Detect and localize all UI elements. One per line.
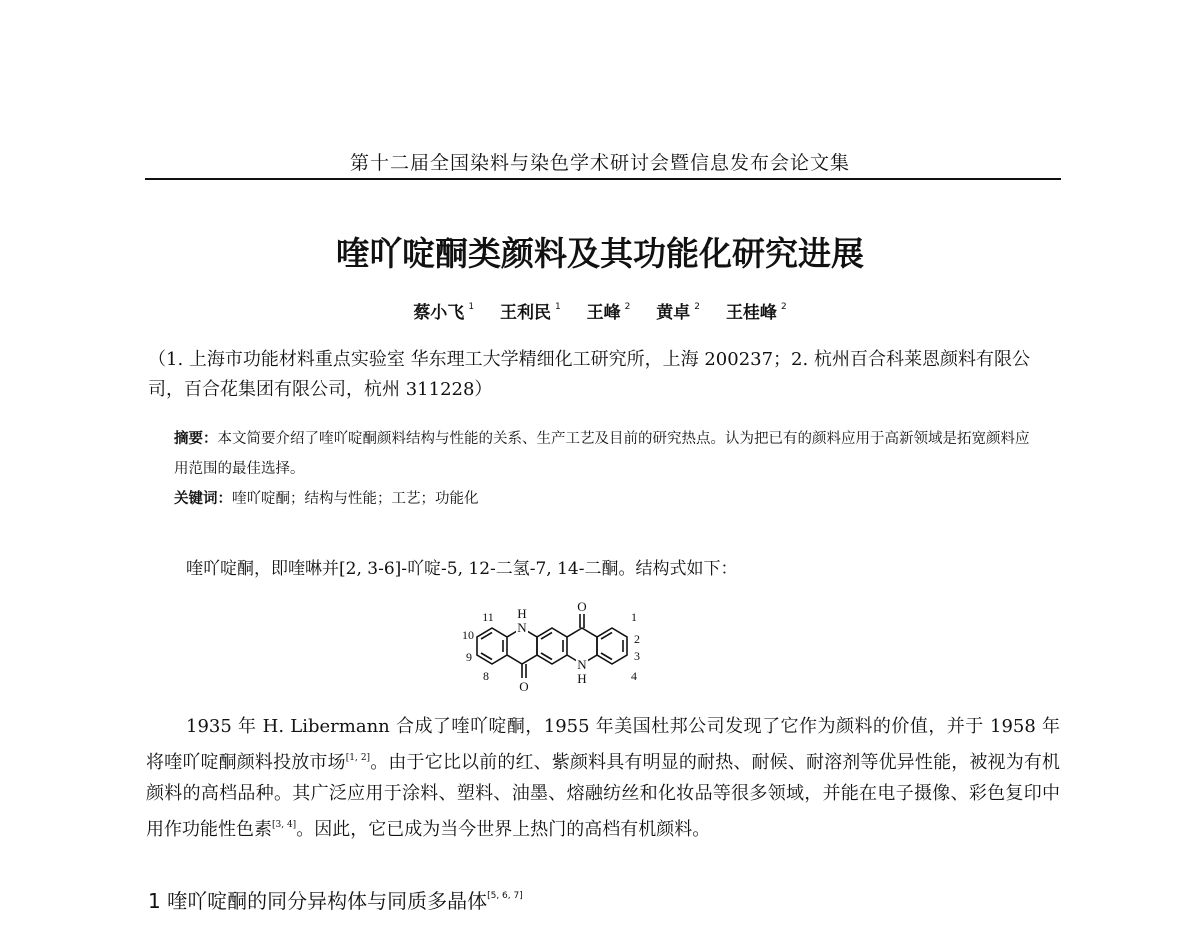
author-list: [0, 298, 1200, 323]
running-header: 第十二届全国染料与染色学术研讨会暨信息发布会论文集: [349, 152, 850, 174]
header-rule: [145, 178, 1061, 180]
citation: [3, 4]: [272, 819, 297, 830]
atom-h-top: H: [517, 606, 527, 621]
position-label: 4: [631, 669, 637, 683]
atom-o-bottom: O: [519, 679, 529, 694]
abstract-text: 本文简要介绍了喹吖啶酮颜料结构与性能的关系、生产工艺及目前的研究热点。认为把已有的颜料应用于高新领域是拓宽颜料应用范围的最佳选择。: [174, 431, 1030, 477]
position-label: 2: [634, 632, 640, 646]
keywords-label: 关键词：: [174, 491, 232, 507]
paper-title: 喹吖啶酮类颜料及其功能化研究进展: [336, 234, 864, 273]
abstract-label: 摘要：: [174, 431, 218, 447]
position-label: 1: [631, 610, 637, 624]
abstract: [174, 424, 1034, 514]
section-heading: 1 喹吖啶酮的同分异构体与同质多晶体[5, 6, 7]: [148, 889, 523, 913]
intro-sentence: 喹吖啶酮，即喹啉并[2, 3-6]-吖啶-5, 12-二氢-7, 14-二酮。结构式如下：: [186, 559, 738, 579]
keywords-paragraph: [174, 484, 1034, 514]
atom-n-top: N: [517, 620, 527, 635]
quinacridone-structure: [458, 598, 688, 694]
position-label: 9: [466, 650, 472, 664]
body-paragraph: 1935 年 H. Libermann 合成了喹吖啶酮，1955 年美国杜邦公司发现了它作为颜料的价值，并于 1958 年将喹吖啶酮颜料投放市场[1, 2]。由于它比以前的红、紫颜料具有明显的耐热、耐候、耐溶剂等优异性能，被视为有机颜料的高档品种。其广泛应用于涂料、塑料、油墨、熔融纺丝和化妆品等很多领域，并能在电子摄像、彩色复印中用作功能性色素[3, 4]。因此，它已成为当今世界上热门的高档有机颜料。: [146, 716, 1060, 840]
position-label: 10: [462, 628, 474, 642]
position-label: 11: [482, 610, 494, 624]
author: 王峰 $^2$: [586, 302, 631, 323]
atom-n-bottom: N: [577, 657, 587, 672]
author: 王桂峰 $^2$: [725, 302, 787, 323]
author: 蔡小飞 $^1$: [413, 302, 475, 323]
citation: [1, 2]: [345, 752, 371, 763]
atom-o-top: O: [577, 599, 587, 614]
position-label: 3: [634, 649, 640, 663]
affiliation: （1. 上海市功能材料重点实验室 华东理工大学精细化工研究所，上海 200237；2. 杭州百合科莱恩颜料有限公司，百合花集团有限公司，杭州 311228）: [148, 349, 1030, 400]
citation: [5, 6, 7]: [487, 891, 523, 901]
author: 王利民 $^1$: [499, 302, 561, 323]
atom-h-bottom: H: [577, 671, 587, 686]
author: 黄卓 $^2$: [656, 302, 701, 323]
keywords-text: 喹吖啶酮；结构与性能；工艺；功能化: [232, 491, 479, 507]
position-label: 8: [483, 669, 489, 683]
structure-bonds: [477, 614, 627, 678]
abstract-paragraph: [174, 424, 1034, 484]
